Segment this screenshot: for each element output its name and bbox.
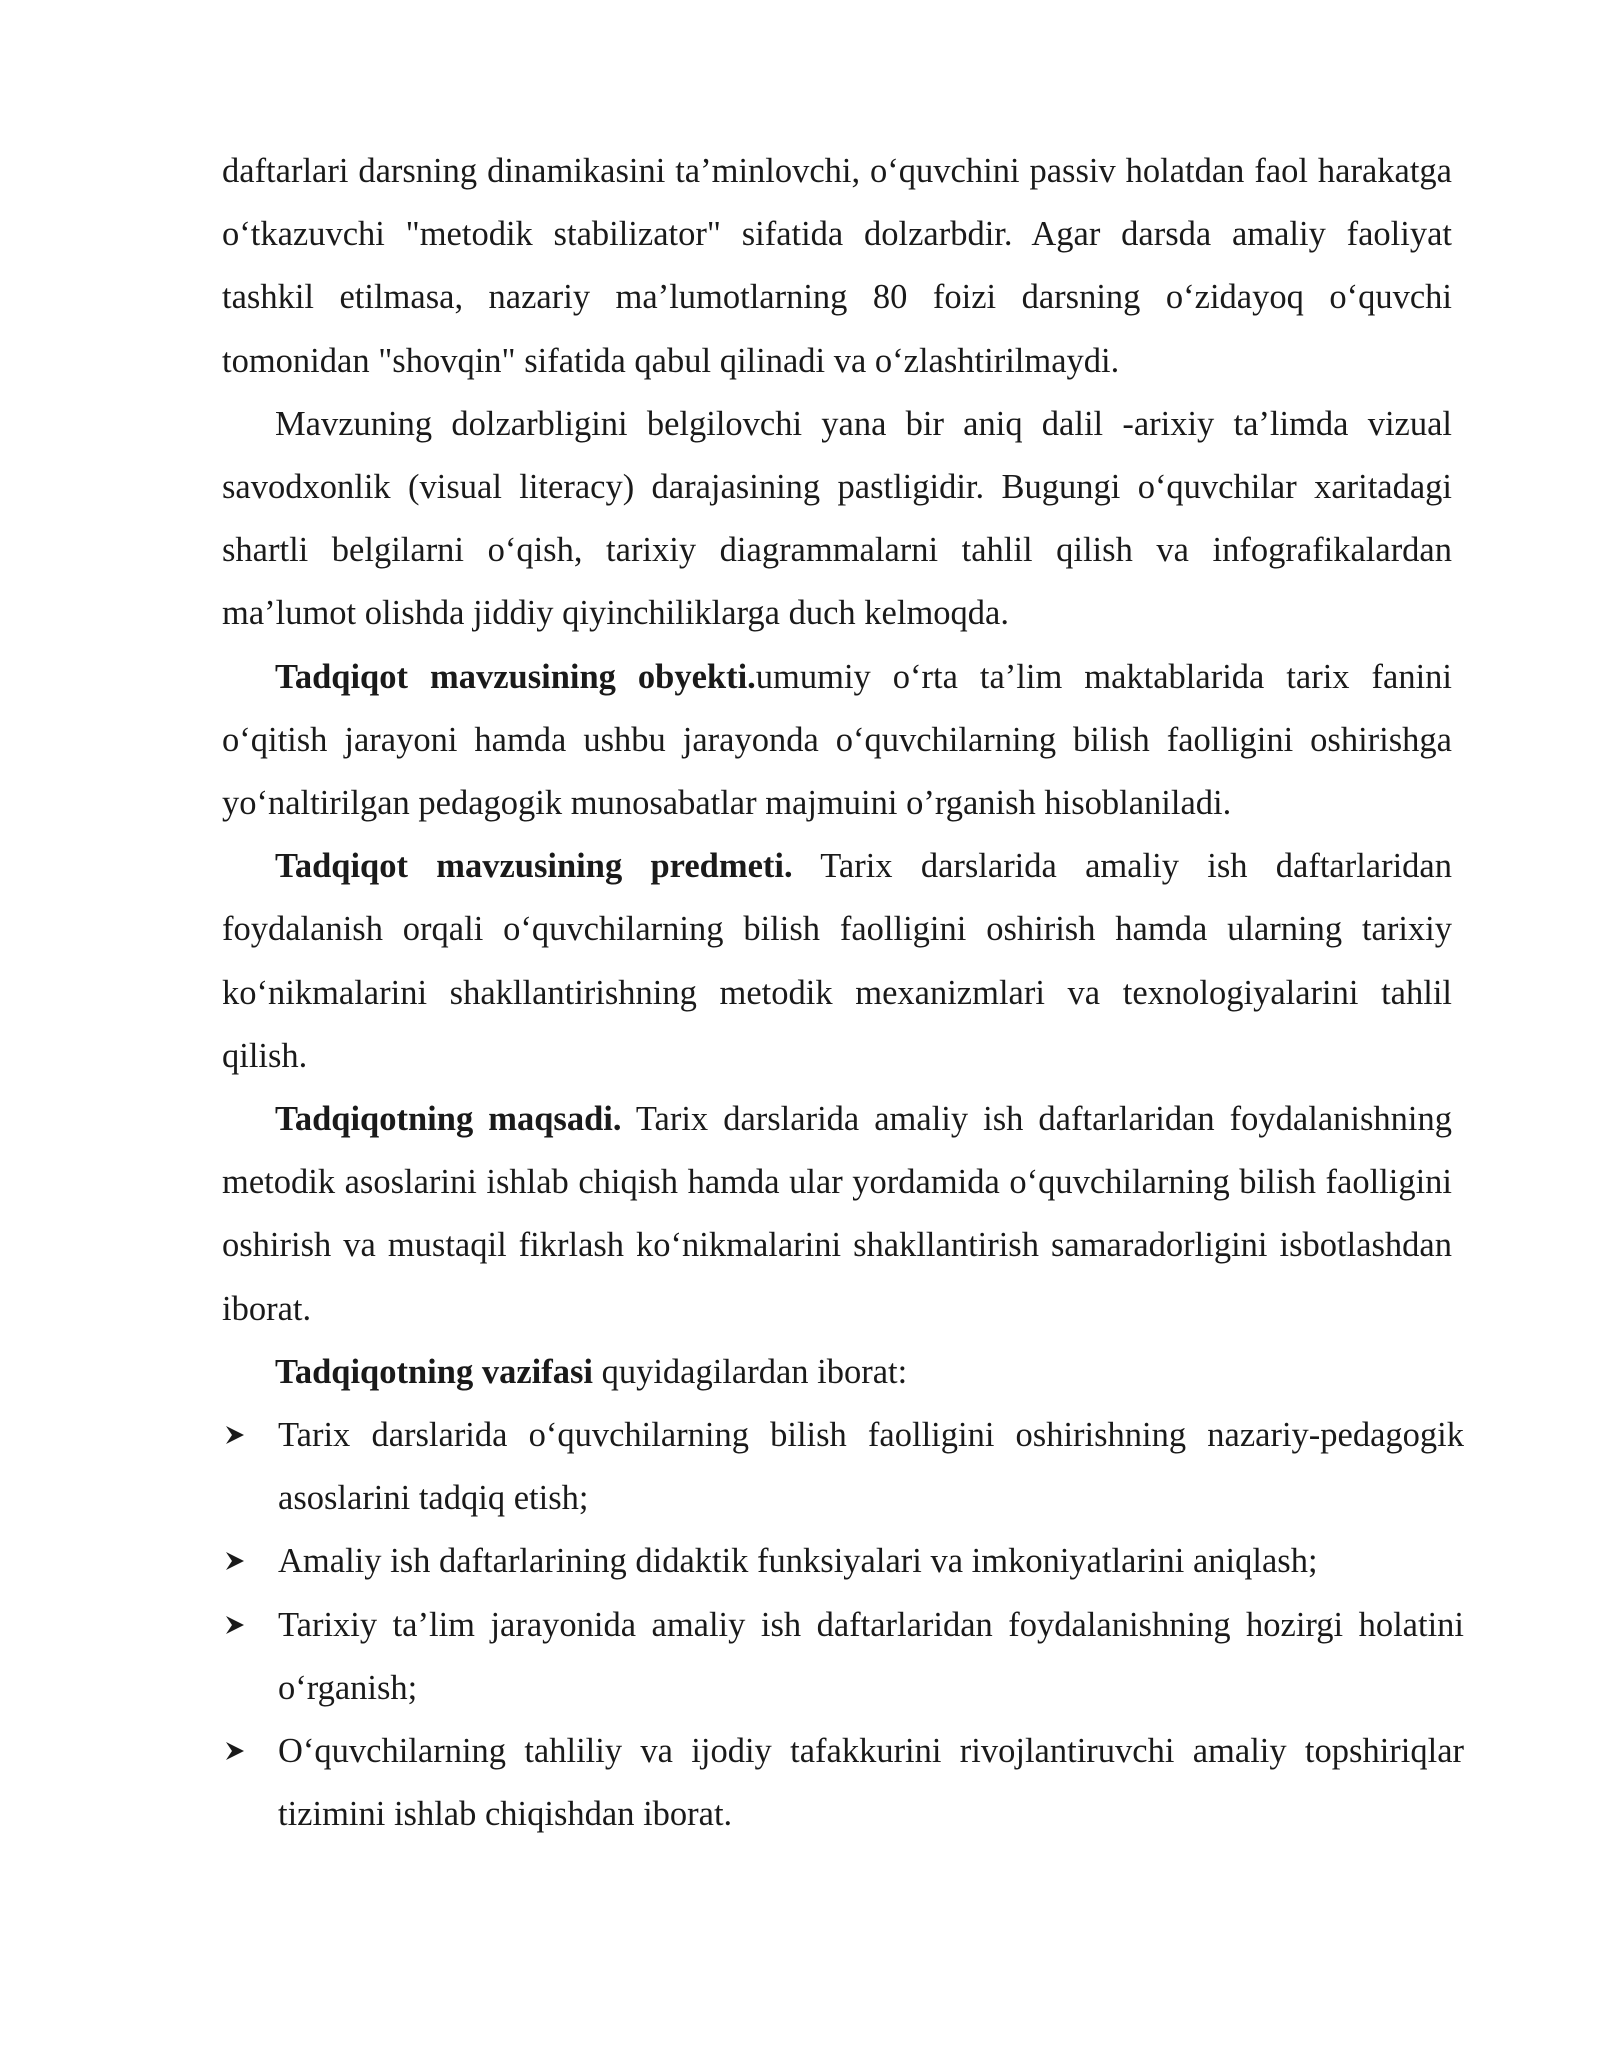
list-item-text: O‘quvchilarning tahliliy va ijodiy tafakkurini rivojlantiruvchi amaliy topshiriqlar tizimini ishlab chiqishdan iborat. <box>278 1732 1464 1834</box>
paragraph-relevance <box>222 393 1452 646</box>
research-subject-text: Tarix darslarida amaliy ish daftarlaridan foydalanish orqali o‘quvchilarning bilish faolligini oshirish hamda ularning tarixiy ko‘nikmalarini shakllantirishning metodik mexanizmlari va texnologiyalarini tahlil qilish. <box>222 847 1452 1075</box>
research-object-heading: Tadqiqot mavzusining obyekti. <box>275 657 756 696</box>
research-tasks-heading: Tadqiqotning vazifasi <box>275 1352 593 1391</box>
paragraph-research-object <box>222 646 1452 836</box>
list-item <box>222 1720 1464 1846</box>
list-item <box>222 1404 1464 1530</box>
research-object-text: umumiy o‘rta ta’lim maktablarida tarix fanini o‘qitish jarayoni hamda ushbu jarayonda o‘quvchilarning bilish faolligini oshirishga yo‘naltirilgan pedagogik munosabatlar majmuini o’rganish hisoblaniladi. <box>222 657 1452 823</box>
list-item-text: Tarixiy ta’lim jarayonida amaliy ish daftarlaridan foydalanishning hozirgi holatini o‘rganish; <box>278 1605 1464 1707</box>
paragraph-research-tasks <box>222 1341 1452 1404</box>
list-item <box>222 1594 1464 1720</box>
paragraph-text: Mavzuning dolzarbligini belgilovchi yana bir aniq dalil -arixiy ta’limda vizual savodxonlik (visual literacy) darajasining pastligidir. Bugungi o‘quvchilar xaritadagi shartli belgilarni o‘qish, tarixiy diagrammalarni tahlil qilish va infografikalardan ma’lumot olishda jiddiy qiyinchiliklarga duch kelmoqda. <box>222 404 1452 633</box>
list-item <box>222 1530 1464 1593</box>
paragraph-text: daftarlari darsning dinamikasini ta’minlovchi, o‘quvchini passiv holatdan faol harakatga o‘tkazuvchi "metodik stabilizator" sifatida dolzarbdir. Agar darsda amaliy faoliyat tashkil etilmasa, nazariy ma’lumotlarning 80 foizi darsning o‘zidayoq o‘quvchi tomonidan "shovqin" sifatida qabul qilinadi va o‘zlashtirilmaydi. <box>222 152 1452 380</box>
list-item-text: Tarix darslarida o‘quvchilarning bilish faolligini oshirishning nazariy-pedagogik asoslarini tadqiq etish; <box>278 1416 1464 1518</box>
research-goal-heading: Tadqiqotning maqsadi. <box>275 1100 622 1139</box>
research-tasks-text: quyidagilardan iborat: <box>592 1352 908 1391</box>
paragraph-research-goal <box>222 1088 1452 1341</box>
research-subject-heading: Tadqiqot mavzusining predmeti. <box>275 847 793 886</box>
research-goal-text: Tarix darslarida amaliy ish daftarlaridan foydalanishning metodik asoslarini ishlab chiqish hamda ular yordamida o‘quvchilarning bilish faolligini oshirish va mustaqil fikrlash ko‘nikmalarini shakllantirish samaradorligini isbotlashdan iborat. <box>222 1100 1452 1328</box>
list-item-text: Amaliy ish daftarlarining didaktik funksiyalari va imkoniyatlarini aniqlash; <box>278 1542 1318 1581</box>
research-tasks-list <box>222 1404 1464 1846</box>
paragraph-research-subject <box>222 835 1452 1088</box>
arrowhead-bullet-icon <box>224 1594 248 1657</box>
document-page <box>222 140 1464 1846</box>
arrowhead-bullet-icon <box>224 1720 248 1783</box>
paragraph-introduction-continued <box>222 140 1452 393</box>
arrowhead-bullet-icon <box>224 1530 248 1593</box>
arrowhead-bullet-icon <box>224 1404 248 1467</box>
